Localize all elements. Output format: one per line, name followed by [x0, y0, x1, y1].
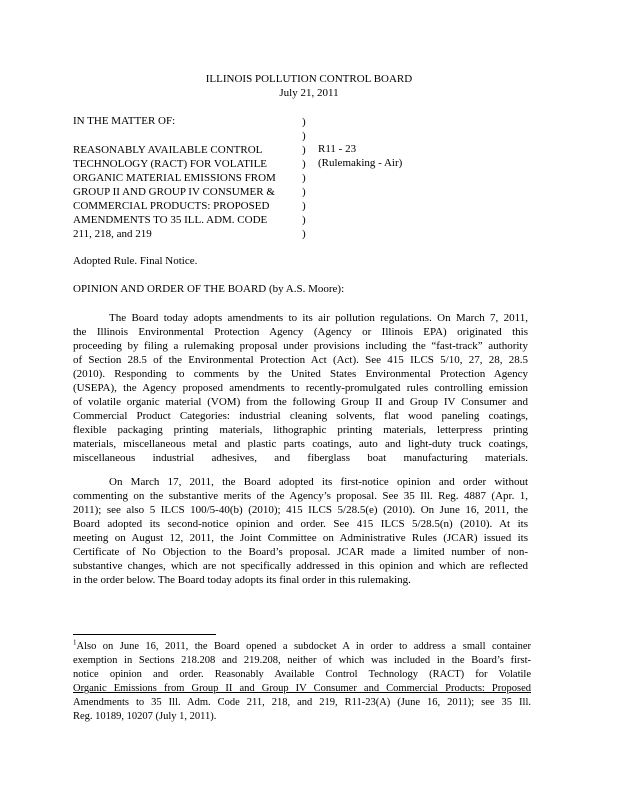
adopted-rule-line: Adopted Rule. Final Notice.	[73, 255, 198, 267]
matter-line: IN THE MATTER OF:	[73, 115, 176, 127]
footnote-line: Amendments to 35 Ill. Adm. Code 211, 218, and 219, R11-23(A) (June 16, 2011); see 35 Ill.	[73, 697, 531, 708]
paragraph-line: commenting on the substantive merits of the Agency’s proposal. See 35 Ill. Reg. 4887 (Apr. 1,	[73, 490, 528, 502]
paren-mark: )	[302, 214, 306, 226]
case-title-line: 211, 218, and 219	[73, 228, 152, 240]
footnote-line	[73, 640, 531, 654]
paren-mark: )	[302, 172, 306, 184]
paren-mark: )	[302, 130, 306, 142]
paragraph-line: substantive changes, which are not specifically addressed in this opinion and which are reflected	[73, 560, 528, 572]
opinion-heading: OPINION AND ORDER OF THE BOARD (by A.S. Moore):	[73, 283, 345, 295]
paren-mark: )	[302, 116, 306, 128]
paragraph-line	[73, 517, 528, 531]
paragraph-line: The Board today adopts amendments to its air pollution regulations. On March 7, 2011,	[109, 312, 528, 324]
paragraph-line: (2010). Responding to comments by the United States Environmental Protection Agency	[73, 368, 528, 380]
paragraph-intro	[73, 311, 528, 465]
paragraph-text: Board adopted its second-notice opinion and order. See 415 ILCS 5/28.5(n) (2010). At its	[73, 518, 528, 530]
paragraph-line: On March 17, 2011, the Board adopted its first-notice opinion and order without	[109, 476, 528, 488]
paragraph-line: meeting on August 12, 2011, the Joint Committee on Administrative Rules (JCAR) issued its	[73, 532, 528, 544]
paragraph-line	[73, 503, 528, 517]
paren-mark: )	[302, 228, 306, 240]
paren-mark: )	[302, 186, 306, 198]
paren-mark: )	[302, 200, 306, 212]
paragraph-line: the Illinois Environmental Protection Agency (Agency or Illinois EPA) originated this	[73, 326, 528, 338]
paren-mark: )	[302, 144, 306, 156]
paragraph-line: Commercial Product Categories: industrial cleaning solvents, flat wood paneling coatings,	[73, 410, 528, 422]
paragraph-procedural-history	[73, 475, 528, 587]
footnote-line: Reg. 10189, 10207 (July 1, 2011).	[73, 711, 217, 722]
case-title-line: ORGANIC MATERIAL EMISSIONS FROM	[73, 172, 276, 184]
case-title-line: COMMERCIAL PRODUCTS: PROPOSED	[73, 200, 270, 212]
paragraph-line: in the order below. The Board today adopts its final order in this rulemaking.	[73, 574, 411, 586]
paragraph-line: miscellaneous industrial adhesives, and fiberglass boat manufacturing materials.	[73, 452, 528, 464]
paragraph-line: materials, miscellaneous metal and plastic parts coatings, auto and light-duty truck coatings,	[73, 438, 528, 450]
docket-number: R11 - 23	[318, 143, 357, 155]
paragraph-line: (USEPA), the Agency proposed amendments to recently-promulgated rules controlling emission	[73, 382, 528, 394]
case-title-line: GROUP II AND GROUP IV CONSUMER &	[73, 186, 275, 198]
case-title-line: TECHNOLOGY (RACT) FOR VOLATILE	[73, 158, 268, 170]
paragraph-text: 2011); see also 5 ILCS 100/5-40(b) (2010); 415 ILCS 5/28.5(e) (2010). On June 16, 2011, the	[73, 504, 528, 516]
document-date: July 21, 2011	[279, 87, 339, 99]
paren-mark: )	[302, 158, 306, 170]
footnote-line: exemption in Sections 218.208 and 219.208, neither of which was included in the Board’s first-	[73, 655, 531, 666]
case-title	[73, 143, 276, 241]
caption-parentheses	[302, 115, 306, 241]
footnote-text: Also on June 16, 2011, the Board opened a subdocket A in order to address a small container	[76, 641, 531, 652]
footnote	[73, 640, 531, 724]
case-title-line: AMENDMENTS TO 35 ILL. ADM. CODE	[73, 214, 268, 226]
paragraph-line: of Section 28.5 of the Environmental Protection Act (Act). See 415 ILCS 5/10, 27, 28, 28.5	[73, 354, 528, 366]
paragraph-line: flexible packaging printing materials, lithographic printing materials, letterpress printing	[73, 424, 528, 436]
paragraph-line: of volatile organic material (VOM) from the following Group II and Group IV Consumer and	[73, 396, 528, 408]
footnote-divider	[73, 634, 216, 635]
case-title-line: REASONABLY AVAILABLE CONTROL	[73, 144, 263, 156]
footnote-line: Organic Emissions from Group II and Group IV Consumer and Commercial Products: Proposed	[73, 683, 531, 694]
footnote-line: notice opinion and order. Reasonably Available Control Technology (RACT) for Volatile	[73, 669, 531, 680]
agency-heading: ILLINOIS POLLUTION CONTROL BOARD	[205, 73, 413, 85]
docket-type: (Rulemaking - Air)	[318, 157, 403, 169]
paragraph-line: proceeding by filing a rulemaking proposal under provisions including the “fast-track” authority	[73, 340, 528, 352]
footnote-marker: 1	[73, 638, 77, 647]
paragraph-line: Certificate of No Objection to the Board’s proposal. JCAR made a limited number of non-	[73, 546, 528, 558]
